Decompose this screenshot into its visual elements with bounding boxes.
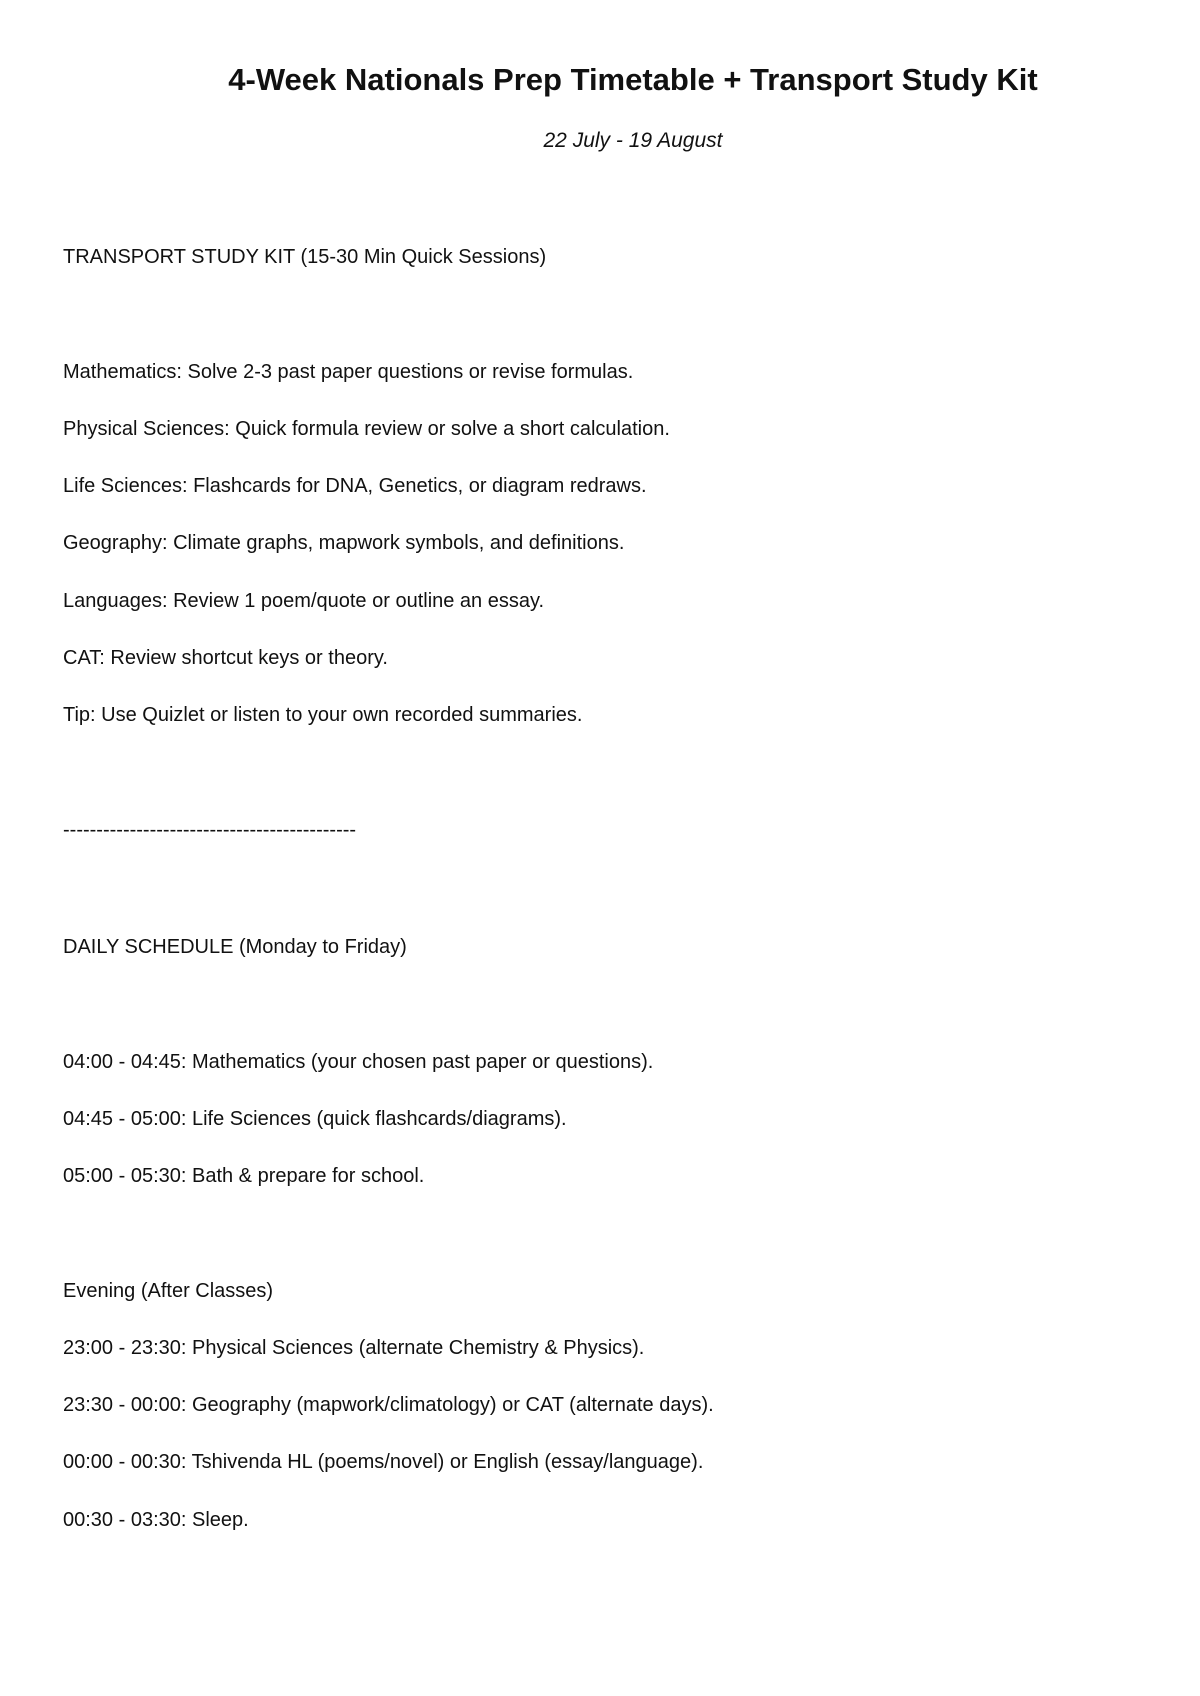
transport-kit-tip: Tip: Use Quizlet or listen to your own recorded summaries.: [63, 704, 583, 726]
transport-kit-heading: TRANSPORT STUDY KIT (15-30 Min Quick Sessions): [63, 246, 547, 268]
document-title: 4-Week Nationals Prep Timetable + Transport Study Kit: [228, 62, 1038, 97]
transport-kit-item: CAT: Review shortcut keys or theory.: [63, 647, 388, 669]
schedule-entry: 00:30 - 03:30: Sleep.: [63, 1509, 249, 1531]
transport-kit-item: Physical Sciences: Quick formula review or solve a short calculation.: [63, 418, 670, 440]
schedule-entry: 23:30 - 00:00: Geography (mapwork/climatology) or CAT (alternate days).: [63, 1394, 714, 1416]
schedule-entry: 05:00 - 05:30: Bath & prepare for school.: [63, 1165, 425, 1187]
transport-kit-item: Mathematics: Solve 2-3 past paper questions or revise formulas.: [63, 361, 634, 383]
section-separator: --------------------------------------------: [63, 819, 357, 841]
schedule-entry: 00:00 - 00:30: Tshivenda HL (poems/novel) or English (essay/language).: [63, 1451, 704, 1473]
date-range: 22 July - 19 August: [543, 129, 723, 152]
transport-kit-item: Life Sciences: Flashcards for DNA, Genetics, or diagram redraws.: [63, 475, 647, 497]
schedule-entry: 04:00 - 04:45: Mathematics (your chosen past paper or questions).: [63, 1051, 654, 1073]
transport-kit-item: Languages: Review 1 poem/quote or outline an essay.: [63, 590, 545, 612]
daily-schedule-heading: DAILY SCHEDULE (Monday to Friday): [63, 936, 407, 958]
transport-kit-item: Geography: Climate graphs, mapwork symbols, and definitions.: [63, 532, 625, 554]
schedule-entry: 23:00 - 23:30: Physical Sciences (alternate Chemistry & Physics).: [63, 1337, 645, 1359]
schedule-entry: 04:45 - 05:00: Life Sciences (quick flashcards/diagrams).: [63, 1108, 567, 1130]
evening-heading: Evening (After Classes): [63, 1280, 274, 1302]
